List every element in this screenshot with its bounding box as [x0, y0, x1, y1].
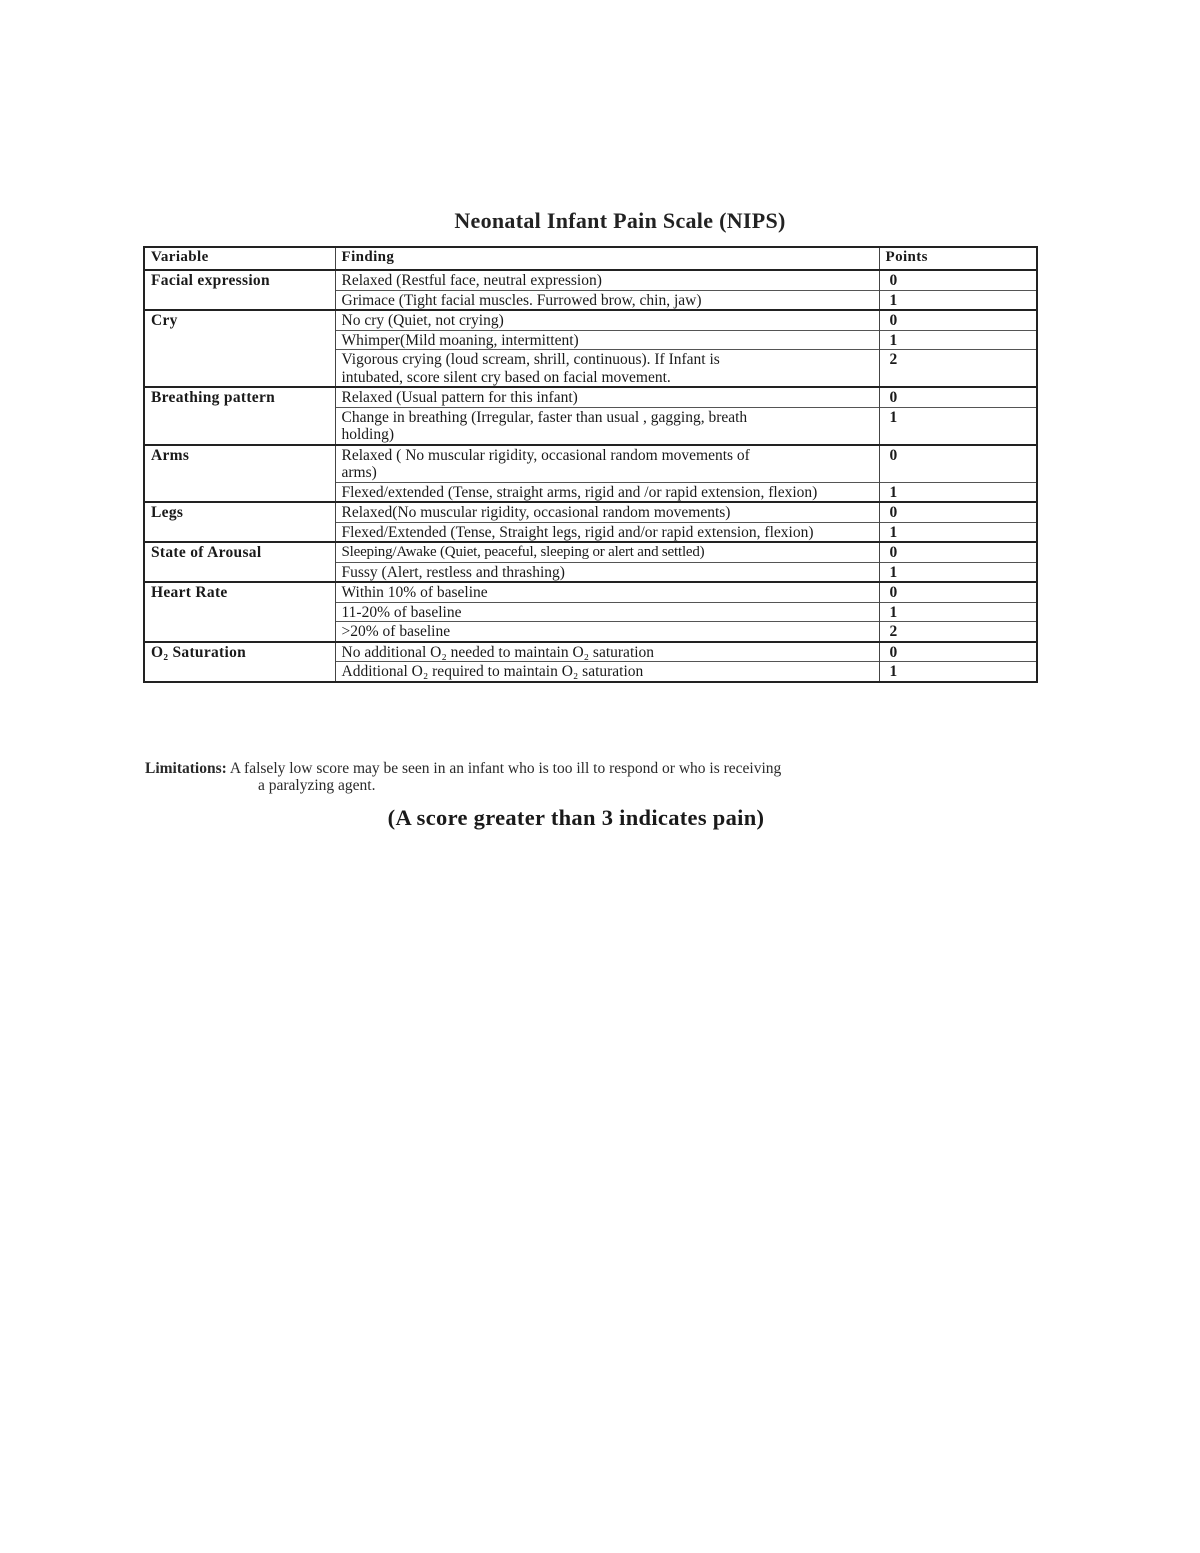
variable-cell [144, 522, 335, 542]
variable-cell [144, 562, 335, 582]
header-finding: Finding [335, 247, 879, 270]
finding-cell: Within 10% of baseline [335, 582, 879, 602]
points-cell: 1 [879, 482, 1037, 502]
table-row [144, 602, 1037, 622]
variable-cell: State of Arousal [144, 542, 335, 562]
points-cell: 2 [879, 350, 1037, 388]
points-cell: 1 [879, 290, 1037, 310]
finding-cell: Sleeping/Awake (Quiet, peaceful, sleeping or alert and settled) [335, 542, 879, 562]
table-row [144, 562, 1037, 582]
limitations-note [145, 760, 1025, 794]
variable-cell [144, 350, 335, 388]
table-row [144, 482, 1037, 502]
variable-cell: Breathing pattern [144, 387, 335, 407]
table-row [144, 387, 1037, 407]
finding-cell: Flexed/extended (Tense, straight arms, rigid and /or rapid extension, flexion) [335, 482, 879, 502]
score-note: (A score greater than 3 indicates pain) [387, 805, 765, 830]
table-row [144, 310, 1037, 330]
finding-cell: Relaxed (Restful face, neutral expression) [335, 270, 879, 290]
points-cell: 0 [879, 542, 1037, 562]
table-header-row [144, 247, 1037, 270]
header-points: Points [879, 247, 1037, 270]
points-cell: 0 [879, 310, 1037, 330]
points-cell: 1 [879, 407, 1037, 445]
points-cell: 0 [879, 582, 1037, 602]
points-cell: 0 [879, 502, 1037, 522]
variable-cell [144, 407, 335, 445]
nips-table [143, 246, 1038, 683]
table-row [144, 330, 1037, 350]
table-row [144, 270, 1037, 290]
finding-cell: Fussy (Alert, restless and thrashing) [335, 562, 879, 582]
finding-cell: No cry (Quiet, not crying) [335, 310, 879, 330]
finding-cell: Vigorous crying (loud scream, shrill, continuous). If Infant is intubated, score silent cry based on facial movement. [335, 350, 879, 388]
variable-cell [144, 662, 335, 682]
points-cell: 1 [879, 602, 1037, 622]
table-row [144, 622, 1037, 642]
table-row [144, 542, 1037, 562]
header-variable: Variable [144, 247, 335, 270]
variable-cell [144, 330, 335, 350]
finding-cell: No additional O₂ needed to maintain O₂ saturation [335, 642, 879, 662]
finding-cell: 11-20% of baseline [335, 602, 879, 622]
variable-cell: Facial expression [144, 270, 335, 290]
table-row [144, 290, 1037, 310]
finding-cell: Whimper(Mild moaning, intermittent) [335, 330, 879, 350]
finding-cell: Additional O₂ required to maintain O₂ saturation [335, 662, 879, 682]
variable-cell [144, 622, 335, 642]
table-row [144, 407, 1037, 445]
finding-cell: Relaxed(No muscular rigidity, occasional random movements) [335, 502, 879, 522]
points-cell: 0 [879, 387, 1037, 407]
finding-cell: Flexed/Extended (Tense, Straight legs, rigid and/or rapid extension, flexion) [335, 522, 879, 542]
limitations-line-1: A falsely low score may be seen in an infant who is too ill to respond or who is receiving [229, 760, 782, 777]
points-cell: 0 [879, 445, 1037, 483]
limitations-label: Limitations: [145, 760, 227, 777]
variable-cell: Arms [144, 445, 335, 483]
limitations-line-2: a paralyzing agent. [258, 777, 376, 794]
table-row [144, 350, 1037, 388]
variable-cell: Cry [144, 310, 335, 330]
table-row [144, 642, 1037, 662]
points-cell: 1 [879, 330, 1037, 350]
page-title: Neonatal Infant Pain Scale (NIPS) [454, 208, 786, 233]
table-row [144, 522, 1037, 542]
finding-cell: >20% of baseline [335, 622, 879, 642]
table-row [144, 502, 1037, 522]
variable-cell [144, 290, 335, 310]
finding-cell: Grimace (Tight facial muscles. Furrowed brow, chin, jaw) [335, 290, 879, 310]
variable-cell: Heart Rate [144, 582, 335, 602]
points-cell: 0 [879, 270, 1037, 290]
variable-cell [144, 482, 335, 502]
variable-cell: Legs [144, 502, 335, 522]
variable-cell [144, 602, 335, 622]
points-cell: 0 [879, 642, 1037, 662]
points-cell: 1 [879, 662, 1037, 682]
finding-cell: Relaxed ( No muscular rigidity, occasional random movements of arms) [335, 445, 879, 483]
table-row [144, 445, 1037, 483]
points-cell: 1 [879, 562, 1037, 582]
variable-cell: O₂ Saturation [144, 642, 335, 662]
points-cell: 2 [879, 622, 1037, 642]
points-cell: 1 [879, 522, 1037, 542]
finding-cell: Change in breathing (Irregular, faster than usual , gagging, breath holding) [335, 407, 879, 445]
table-row [144, 662, 1037, 682]
finding-cell: Relaxed (Usual pattern for this infant) [335, 387, 879, 407]
table-row [144, 582, 1037, 602]
